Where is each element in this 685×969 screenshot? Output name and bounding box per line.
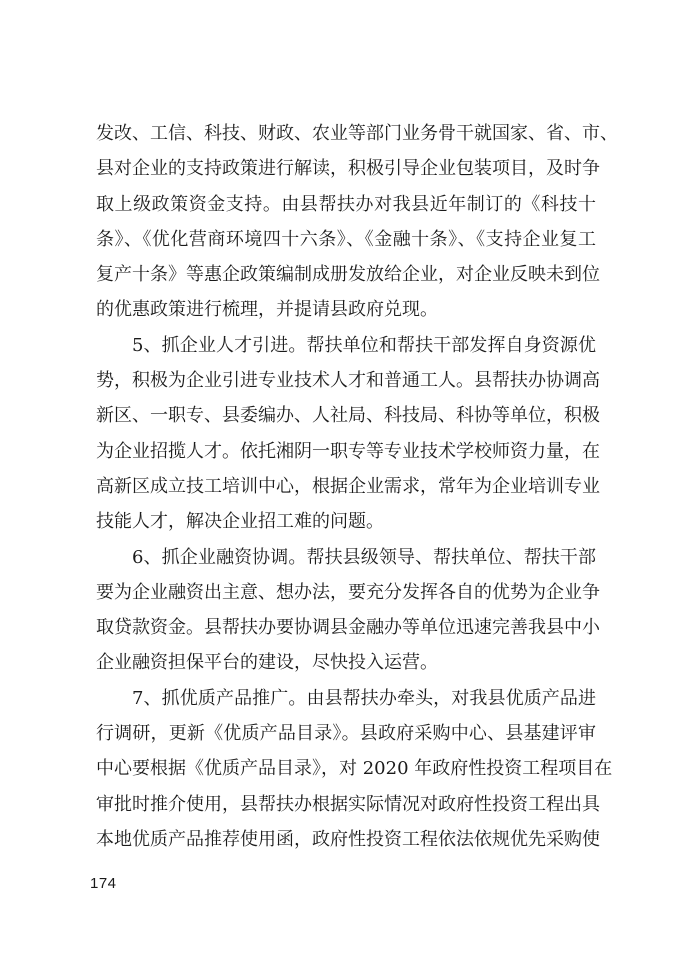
- text-line: 势，积极为企业引进专业技术人才和普通工人。县帮扶办协调高: [96, 370, 600, 392]
- paragraph-financing-coordination: [96, 540, 600, 681]
- text-line: 取贷款资金。县帮扶办要协调县金融办等单位迅速完善我县中小: [96, 617, 600, 639]
- text-line: 高新区成立技工培训中心，根据企业需求，常年为企业培训专业: [96, 475, 600, 497]
- text-line: 取上级政策资金支持。由县帮扶办对我县近年制订的《科技十: [96, 193, 596, 215]
- paragraph-talent-recruitment: [96, 328, 600, 540]
- paragraph-product-promotion: [96, 681, 613, 857]
- text-line: 复产十条》等惠企政策编制成册发放给企业，对企业反映未到位: [96, 264, 600, 286]
- text-line: 的优惠政策进行梳理，并提请县政府兑现。: [96, 299, 438, 321]
- text-line: 本地优质产品推荐使用函，政府性投资工程依法依规优先采购使: [96, 828, 600, 850]
- text-line: 技能人才，解决企业招工难的问题。: [96, 511, 384, 533]
- text-line: 条》、《优化营商环境四十六条》、《金融十条》、《支持企业复工: [96, 228, 596, 250]
- page-number: 174: [90, 875, 117, 892]
- text-line: 行调研，更新《优质产品目录》。县政府采购中心、县基建评审: [96, 723, 596, 745]
- text-line: 新区、一职专、县委编办、人社局、科技局、科协等单位，积极: [96, 405, 600, 427]
- text-line: 为企业招揽人才。依托湘阴一职专等专业技术学校师资力量，在: [96, 440, 600, 462]
- text-line: 要为企业融资出主意、想办法，要充分发挥各自的优势为企业争: [96, 581, 600, 603]
- text-line: 发改、工信、科技、财政、农业等部门业务骨干就国家、省、市、: [96, 123, 618, 144]
- text-line: 审批时推介使用，县帮扶办根据实际情况对政府性投资工程出具: [96, 793, 600, 815]
- text-line: 7、抓优质产品推广。由县帮扶办牵头，对我县优质产品进: [132, 687, 596, 709]
- text-line: 5、抓企业人才引进。帮扶单位和帮扶干部发挥自身资源优: [132, 334, 596, 356]
- text-line: 中心要根据《优质产品目录》，对 2020 年政府性投资工程项目在: [96, 758, 613, 780]
- text-line: 6、抓企业融资协调。帮扶县级领导、帮扶单位、帮扶干部: [132, 546, 596, 568]
- text-line: 县对企业的支持政策进行解读，积极引导企业包装项目，及时争: [96, 158, 600, 180]
- text-line: 企业融资担保平台的建设，尽快投入运营。: [96, 652, 438, 674]
- paragraph-policy-support: [96, 116, 618, 328]
- document-body: [96, 116, 618, 857]
